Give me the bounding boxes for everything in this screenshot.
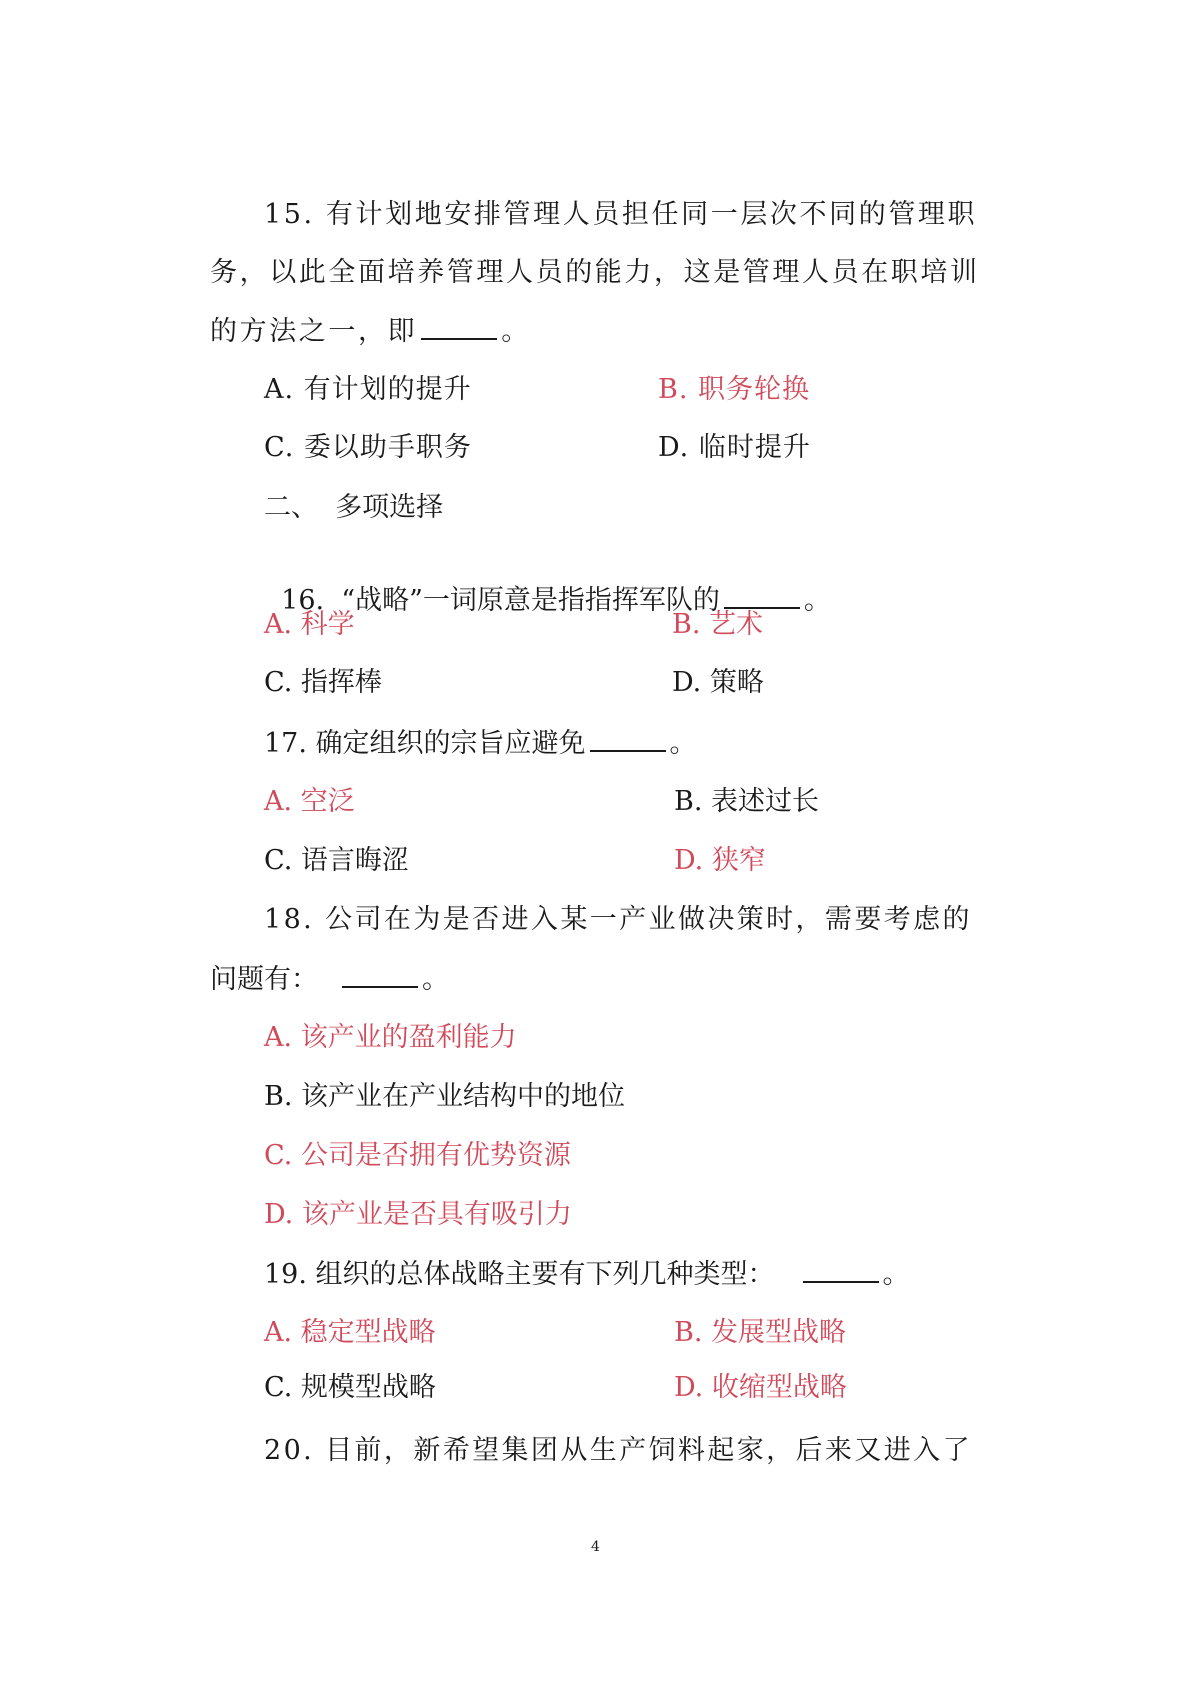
q18-stem-line1: 18. 公司在为是否进入某一产业做决策时，需要考虑的 (264, 904, 972, 935)
q17-stem (264, 726, 697, 761)
q15-option-b: B. 职务轮换 (658, 374, 811, 405)
q18-stem-end: 。 (422, 964, 449, 995)
q15-option-c: C. 委以助手职务 (264, 432, 472, 463)
q15-option-d: D. 临时提升 (658, 432, 811, 463)
q18-option-a: A. 该产业的盈利能力 (264, 1022, 517, 1053)
q17-option-c: C. 语言晦涩 (264, 845, 409, 876)
q15-stem-end: 。 (501, 316, 531, 347)
q16-stem-text: 16. “战略”一词原意是指指挥军队的 (281, 585, 720, 616)
q19-option-a: A. 稳定型战略 (264, 1317, 436, 1348)
q18-stem-line2 (210, 962, 449, 997)
q17-stem-text: 17. 确定组织的宗旨应避免 (264, 728, 586, 759)
q15-stem-text: 的方法之一，即 (210, 316, 418, 347)
q17-option-b: B. 表述过长 (674, 786, 820, 817)
section-heading: 二、 多项选择 (264, 492, 444, 523)
q18-option-c: C. 公司是否拥有优势资源 (264, 1140, 571, 1171)
q20-stem-line1: 20. 目前，新希望集团从生产饲料起家，后来又进入了 (264, 1435, 972, 1466)
q19-stem-text: 19. 组织的总体战略主要有下列几种类型： (264, 1259, 775, 1290)
q19-stem (264, 1257, 910, 1292)
q15-stem-line2: 务，以此全面培养管理人员的能力，这是管理人员在职培训 (210, 257, 980, 288)
q19-option-b: B. 发展型战略 (674, 1317, 847, 1348)
q15-stem-line1: 15. 有计划地安排管理人员担任同一层次不同的管理职 (264, 199, 978, 230)
answer-blank (724, 583, 800, 609)
q16-stem-end: 。 (803, 585, 831, 616)
answer-blank (803, 1257, 879, 1283)
q16-option-b: B. 艺术 (672, 609, 764, 640)
q17-stem-end: 。 (669, 728, 697, 759)
q17-option-d: D. 狭窄 (674, 845, 766, 876)
q18-option-d: D. 该产业是否具有吸引力 (264, 1199, 572, 1230)
q17-option-a: A. 空泛 (264, 786, 355, 817)
q18-option-b: B. 该产业在产业结构中的地位 (264, 1081, 626, 1112)
q19-stem-end: 。 (882, 1259, 910, 1290)
q19-option-c: C. 规模型战略 (264, 1372, 436, 1403)
q18-stem-text: 问题有： (210, 964, 318, 995)
q15-stem-line3 (210, 314, 531, 349)
answer-blank (342, 962, 418, 988)
q16-option-a: A. 科学 (264, 609, 355, 640)
q16-option-c: C. 指挥棒 (264, 667, 382, 698)
q19-option-d: D. 收缩型战略 (674, 1372, 847, 1403)
q15-option-a: A. 有计划的提升 (264, 374, 472, 405)
answer-blank (421, 314, 497, 340)
answer-blank (590, 726, 666, 752)
page-number: 4 (591, 1539, 600, 1555)
q16-option-d: D. 策略 (672, 667, 764, 698)
